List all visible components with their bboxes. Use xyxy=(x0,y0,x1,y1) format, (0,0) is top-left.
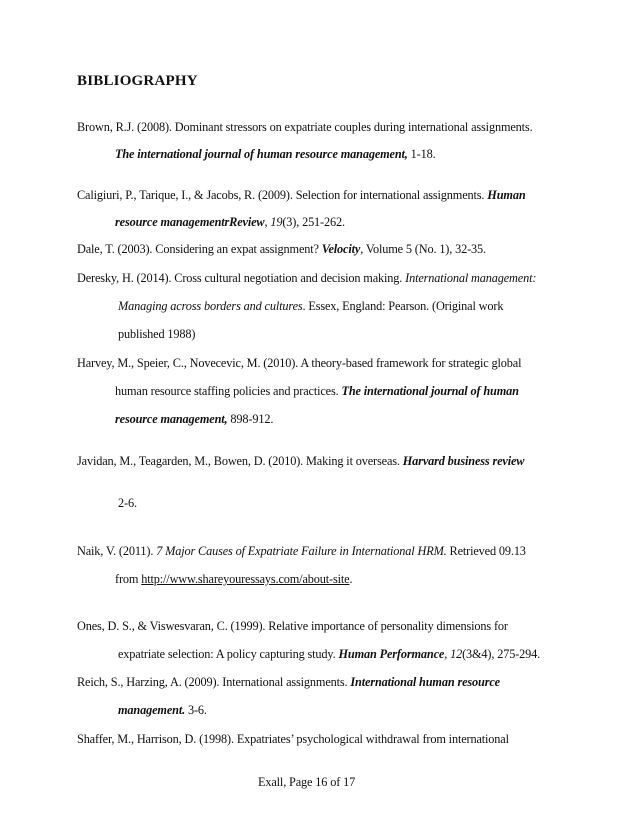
volume-number: 19 xyxy=(270,215,283,229)
citation-text: Dale, T. (2003). Considering an expat assignment? xyxy=(77,242,322,256)
page-range: 3-6. xyxy=(185,703,207,717)
journal-title: International human resource xyxy=(350,675,500,689)
journal-title: Human Performance xyxy=(338,647,445,661)
citation-text: expatriate selection: A policy capturing study. xyxy=(118,647,336,661)
reference-naik-line-1 xyxy=(77,543,526,559)
citation-text: Javidan, M., Teagarden, M., Bowen, D. (2010). Making it overseas. xyxy=(77,454,400,468)
reference-brown-line-1: Brown, R.J. (2008). Dominant stressors on expatriate couples during international assignments. xyxy=(77,120,533,134)
reference-harvey-line-1: Harvey, M., Speier, C., Novecevic, M. (2010). A theory-based framework for strategic global xyxy=(77,356,522,370)
reference-ones-line-2 xyxy=(118,646,540,662)
citation-text: . xyxy=(349,572,353,586)
journal-title: Harvard business review xyxy=(402,454,525,468)
reference-javidan-line-2: 2-6. xyxy=(118,496,137,510)
reference-harvey-line-3 xyxy=(115,411,273,427)
journal-title: Velocity xyxy=(321,242,361,256)
page-range: 898-912. xyxy=(227,412,274,426)
page-footer: Exall, Page 16 of 17 xyxy=(258,775,356,789)
citation-text: from xyxy=(115,572,142,586)
reference-naik-line-2 xyxy=(115,571,352,587)
reference-reich-line-1 xyxy=(77,674,500,690)
reference-deresky-line-1 xyxy=(77,270,536,286)
citation-text: , xyxy=(444,647,451,661)
publisher-info: . Essex, England: Pearson. (Original work xyxy=(302,299,504,313)
journal-title: The international journal of human xyxy=(341,384,519,398)
reference-reich-line-2 xyxy=(118,702,207,718)
volume-number: 12 xyxy=(450,647,463,661)
reference-ones-line-1: Ones, D. S., & Viswesvaran, C. (1999). Relative importance of personality dimensions for xyxy=(77,619,508,633)
issue-pages: (3), 251-262. xyxy=(282,215,345,229)
issue-pages: , Volume 5 (No. 1), 32-35. xyxy=(360,242,486,256)
reference-brown-line-2 xyxy=(115,146,436,162)
book-title: Managing across borders and cultures xyxy=(118,299,303,313)
page-range: 1-18. xyxy=(407,147,436,161)
source-url-link[interactable]: http://www.shareyouressays.com/about-site xyxy=(141,572,350,586)
issue-pages: (3&4), 275-294. xyxy=(462,647,541,661)
article-title: 7 Major Causes of Expatriate Failure in International HRM. xyxy=(156,544,447,558)
citation-text: Reich, S., Harzing, A. (2009). International assignments. xyxy=(77,675,348,689)
citation-text: Caligiuri, P., Tarique, I., & Jacobs, R. (2009). Selection for international assignments. xyxy=(77,188,485,202)
journal-title: The international journal of human resource management, xyxy=(115,147,408,161)
journal-title: resource management, xyxy=(115,412,228,426)
journal-title: management. xyxy=(118,703,186,717)
journal-title: Human xyxy=(487,188,526,202)
reference-javidan-line-1 xyxy=(77,453,524,469)
citation-text: , xyxy=(264,215,271,229)
reference-deresky-line-3: published 1988) xyxy=(118,327,196,341)
citation-text: Deresky, H. (2014). Cross cultural negotiation and decision making. xyxy=(77,271,403,285)
page-title: BIBLIOGRAPHY xyxy=(77,73,198,89)
reference-dale-line-1 xyxy=(77,241,486,257)
journal-title: resource managementrReview xyxy=(115,215,265,229)
reference-caligiuri-line-1 xyxy=(77,187,526,203)
reference-deresky-line-2 xyxy=(118,298,503,314)
reference-harvey-line-2 xyxy=(115,383,519,399)
citation-text: human resource staffing policies and practices. xyxy=(115,384,339,398)
reference-caligiuri-line-2 xyxy=(115,214,345,230)
reference-shaffer-line-1: Shaffer, M., Harrison, D. (1998). Expatriates’ psychological withdrawal from international xyxy=(77,732,509,746)
book-title: International management: xyxy=(405,271,537,285)
citation-text: Naik, V. (2011). xyxy=(77,544,157,558)
retrieved-date: Retrieved 09.13 xyxy=(446,544,526,558)
